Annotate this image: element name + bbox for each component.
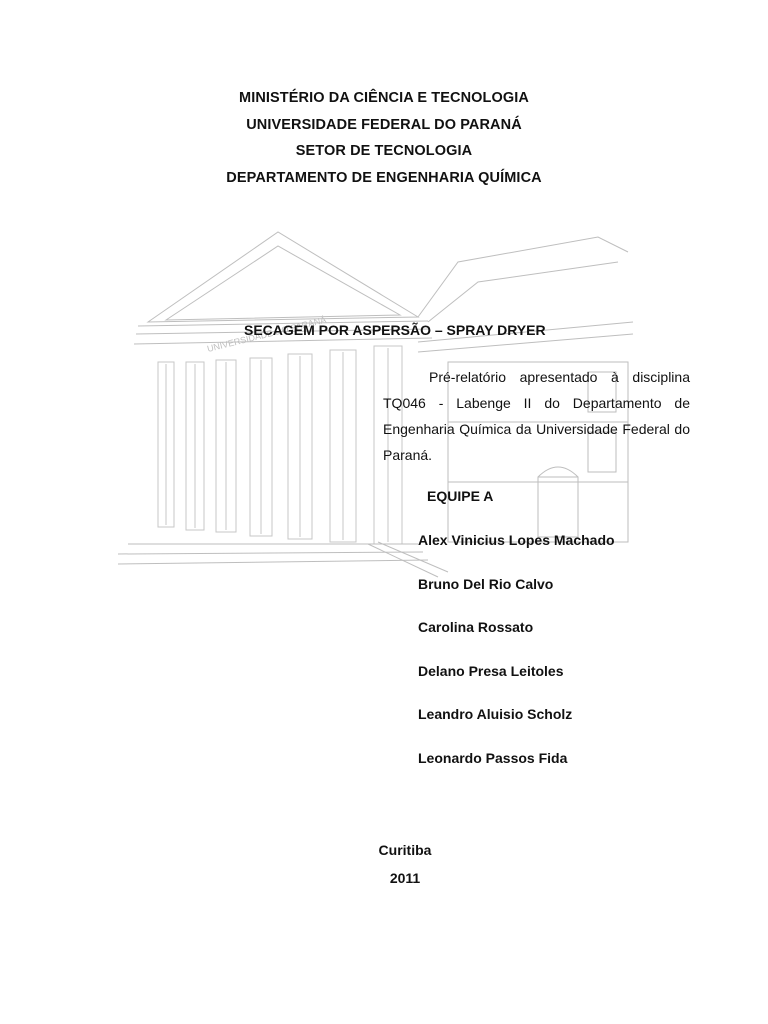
header-line-university: UNIVERSIDADE FEDERAL DO PARANÁ <box>246 116 522 133</box>
document-footer <box>330 836 480 892</box>
facade-inscription: UNIVERSIDADE DO PARANÁ <box>206 314 328 354</box>
header-line-sector: SETOR DE TECNOLOGIA <box>295 143 473 159</box>
team-member: Alex Vinicius Lopes Machado <box>418 532 615 548</box>
team-member: Bruno Del Rio Calvo <box>418 575 554 592</box>
footer-year: 2011 <box>389 870 421 886</box>
team-label: EQUIPE A <box>427 488 494 504</box>
team-member: Leonardo Passos Fida <box>418 749 568 766</box>
footer-city: Curitiba <box>378 842 432 858</box>
team-member-list <box>418 528 615 790</box>
header-line-ministry: MINISTÉRIO DA CIÊNCIA E TECNOLOGIA <box>239 90 529 106</box>
header-line-department: DEPARTAMENTO DE ENGENHARIA QUÍMICA <box>226 169 542 186</box>
institution-header <box>0 85 768 191</box>
document-title: SECAGEM POR ASPERSÃO – SPRAY DRYER <box>244 322 546 338</box>
team-member: Leandro Aluisio Scholz <box>418 706 573 723</box>
report-description: Pré-relatório apresentado à disciplina TQ046 - Labenge II do Departamento de Engenharia Química da Universidade Federal do Paraná. <box>383 369 690 463</box>
team-member: Carolina Rossato <box>418 619 534 636</box>
team-member: Delano Presa Leitoles <box>418 662 564 679</box>
